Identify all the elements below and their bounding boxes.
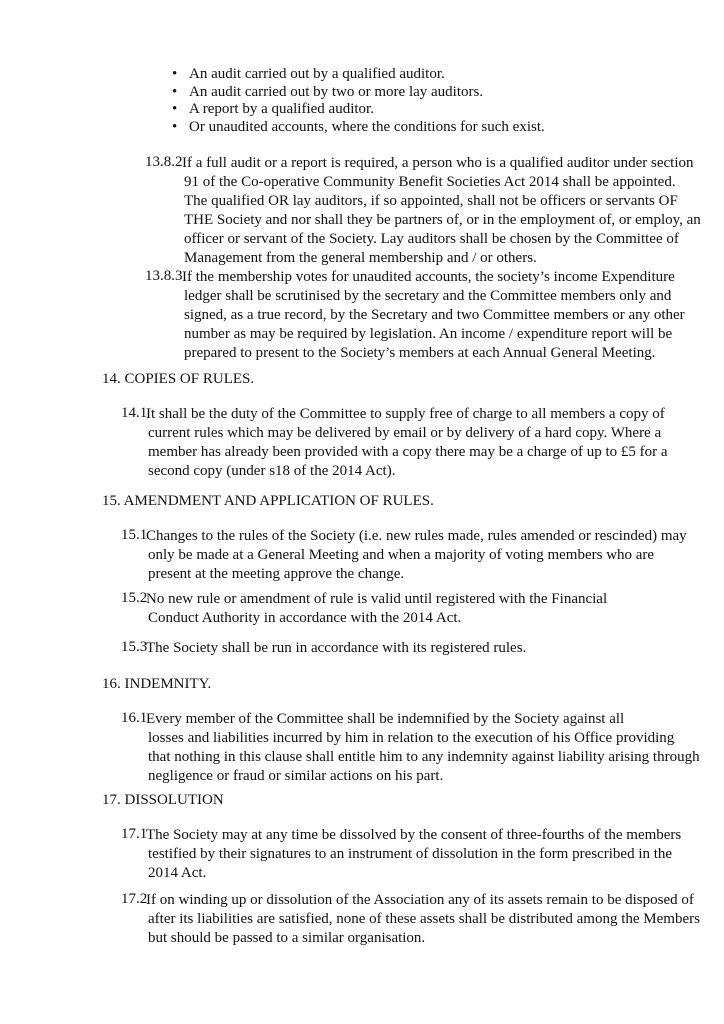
clause-number: 13.8.3	[145, 268, 183, 284]
clause-number: 17.1	[121, 826, 148, 842]
clause-number: 16.1	[121, 710, 148, 726]
section-heading-14: 14. COPIES OF RULES.	[102, 371, 255, 387]
section-heading-16: 16. INDEMNITY.	[102, 676, 212, 692]
clause-number: 15.2	[121, 590, 148, 606]
clause-number: 15.1	[121, 527, 148, 543]
clause-number: 13.8.2	[145, 154, 183, 170]
section-heading-15: 15. AMENDMENT AND APPLICATION OF RULES.	[102, 493, 434, 509]
clause-number: 15.3	[121, 639, 148, 655]
clause-number: 14.1	[121, 405, 148, 421]
bullet-icon: •	[172, 118, 178, 135]
bullet-icon: •	[172, 83, 178, 100]
bullet-icon: •	[172, 101, 178, 117]
bullet-icon: •	[172, 66, 178, 82]
clause-number: 17.2	[121, 891, 148, 907]
section-heading-17: 17. DISSOLUTION	[102, 792, 224, 808]
